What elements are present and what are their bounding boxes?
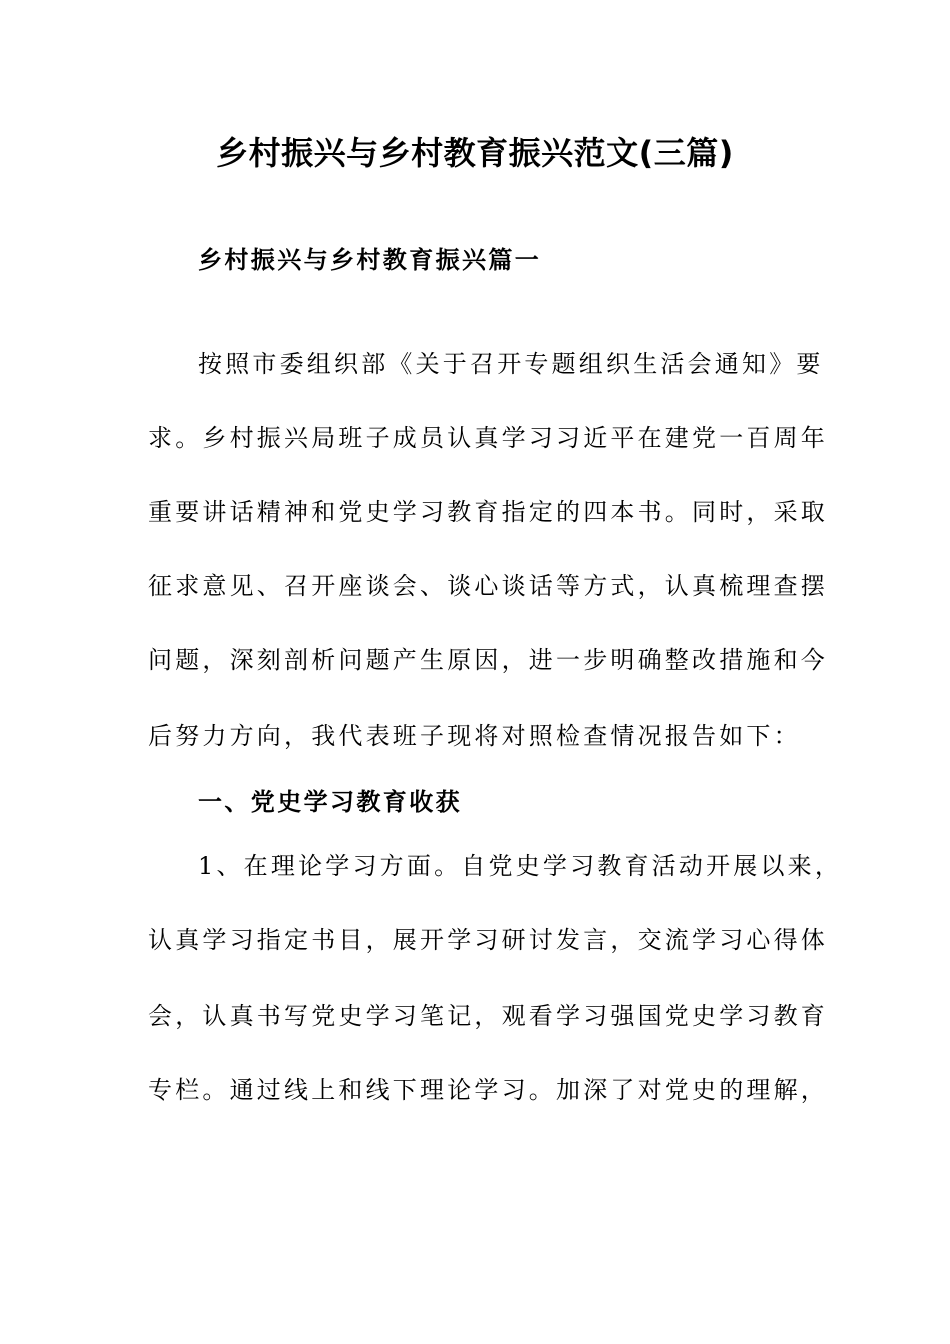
paragraph-1-line-3: 重要讲话精神和党史学习教育指定的四本书。同时，采取 [148,498,828,526]
document-title: 乡村振兴与乡村教育振兴范文(三篇) [216,134,734,172]
paragraph-2-line-1: 1、在理论学习方面。自党史学习教育活动开展以来， [198,852,843,880]
section-heading: 乡村振兴与乡村教育振兴篇一 [198,246,542,274]
paragraph-1-line-4: 征求意见、召开座谈会、谈心谈话等方式，认真梳理查摆 [148,572,828,600]
paragraph-1-line-1: 按照市委组织部《关于召开专题组织生活会通知》要 [198,350,824,378]
paragraph-1-line-6: 后努力方向，我代表班子现将对照检查情况报告如下： [148,722,801,750]
paragraph-2-line-3: 会，认真书写党史学习笔记，观看学习强国党史学习教育 [148,1002,828,1030]
paragraph-2-line-2: 认真学习指定书目，展开学习研讨发言，交流学习心得体 [148,926,828,954]
subheading: 一、党史学习教育收获 [198,788,462,816]
paragraph-1-line-5: 问题，深刻剖析问题产生原因，进一步明确整改措施和今 [148,646,828,674]
paragraph-1-line-2: 求。乡村振兴局班子成员认真学习习近平在建党一百周年 [148,424,828,452]
paragraph-2-line-4: 专栏。通过线上和线下理论学习。加深了对党史的理解， [148,1076,828,1104]
